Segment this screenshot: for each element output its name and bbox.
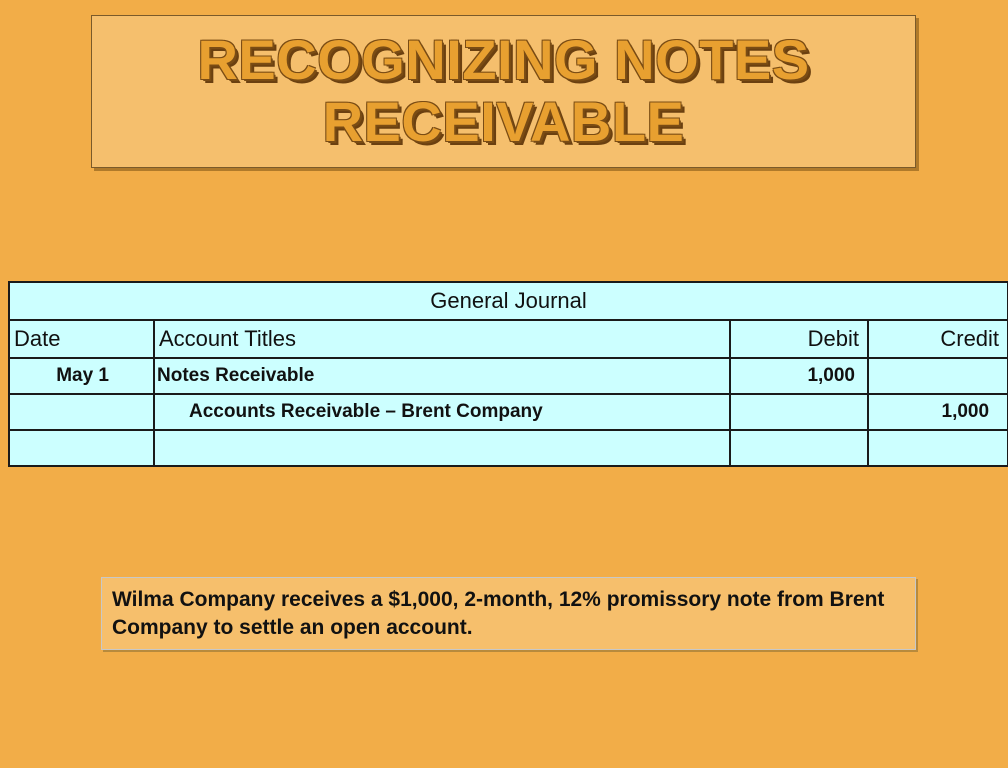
table-row <box>9 430 1008 466</box>
column-header-debit: Debit <box>730 320 868 358</box>
entry-account: Notes Receivable <box>154 358 730 394</box>
column-header-credit: Credit <box>868 320 1008 358</box>
table-row <box>9 394 1008 430</box>
journal-heading: General Journal <box>9 282 1008 320</box>
entry-date <box>9 430 154 466</box>
entry-credit <box>868 430 1008 466</box>
column-header-date: Date <box>9 320 154 358</box>
entry-account <box>154 430 730 466</box>
entry-account: Accounts Receivable – Brent Company <box>154 394 730 430</box>
description-text: Wilma Company receives a $1,000, 2-month, 12% promissory note from Brent Company to settle an open account. <box>112 588 885 639</box>
page-title <box>197 29 809 153</box>
entry-debit <box>730 430 868 466</box>
entry-debit <box>730 394 868 430</box>
table-row <box>9 358 1008 394</box>
entry-credit: 1,000 <box>868 394 1008 430</box>
description-box <box>101 577 916 650</box>
entry-date <box>9 394 154 430</box>
title-line-2: RECEIVABLE <box>322 89 685 153</box>
title-box <box>91 15 916 168</box>
entry-date: May 1 <box>9 358 154 394</box>
column-header-account-titles: Account Titles <box>154 320 730 358</box>
entry-debit: 1,000 <box>730 358 868 394</box>
entry-credit <box>868 358 1008 394</box>
general-journal-table <box>8 281 1008 467</box>
title-line-1: RECOGNIZING NOTES <box>197 27 810 91</box>
